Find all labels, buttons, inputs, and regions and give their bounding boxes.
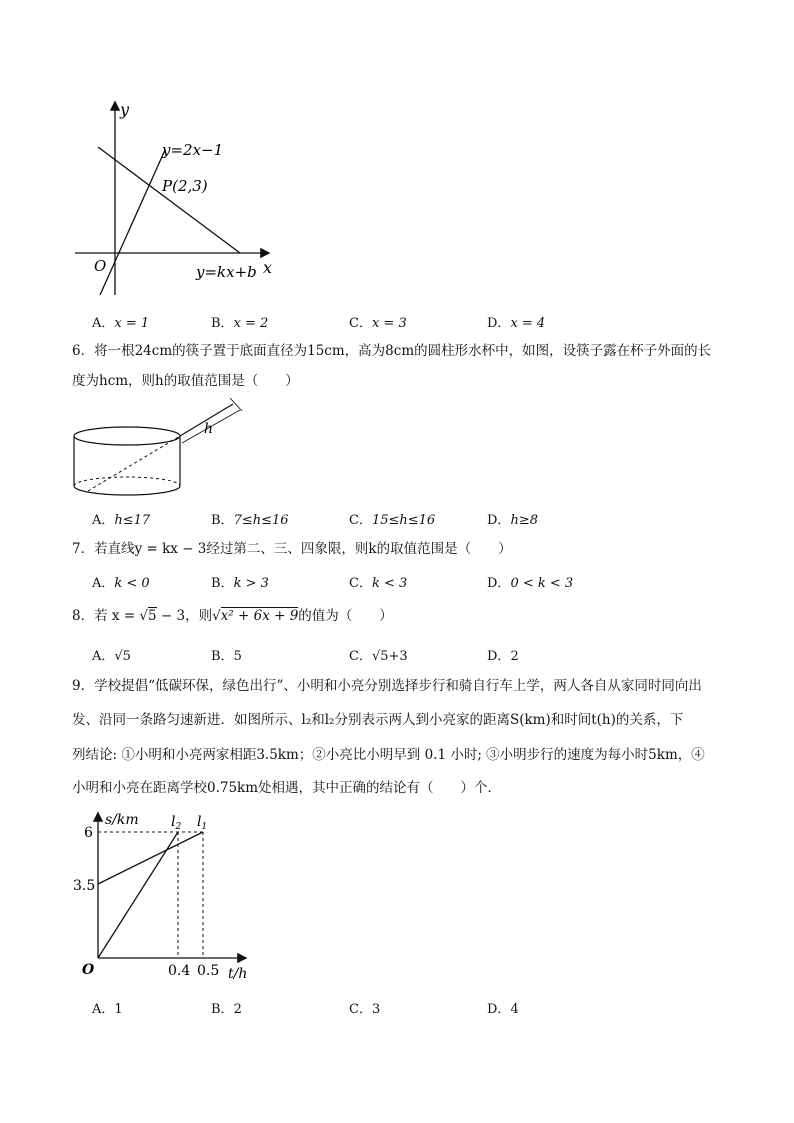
q9-stem-line4: 小明和小亮在距离学校0.75km处相遇，其中正确的结论有（ ）个．: [72, 780, 502, 796]
q6-stem-line2: 度为hcm，则h的取值范围是（ ）: [72, 373, 299, 389]
s-axis-label: s/km: [105, 812, 139, 828]
line2-label: y=kx+b: [196, 263, 257, 281]
t-axis-label: t/h: [228, 966, 248, 982]
q7-option-a[interactable]: A．k < 0: [92, 576, 150, 591]
q6-option-c[interactable]: C．15≤h≤16: [349, 513, 436, 528]
q9-stem-line3: 列结论: ①小明和小亮两家相距3.5km；②小亮比小明早到 0.1 小时; ③小明步行的速度为每小时5km，④: [72, 747, 705, 763]
q9-option-c[interactable]: C．3: [349, 1002, 381, 1017]
q9-stem-line2: 发、沿同一条路匀速新进．如图所示、l₂和l₂分别表示两人到小亮家的距离S(km)和时间t(h)的关系，下: [72, 712, 684, 728]
y-axis-label: y: [120, 100, 130, 119]
point-label: P(2,3): [162, 177, 208, 195]
q6-option-b[interactable]: B．7≤h≤16: [211, 513, 289, 528]
q8-option-d[interactable]: D．2: [487, 649, 519, 664]
line-kx-b: [98, 147, 240, 253]
q9-option-a[interactable]: A．1: [92, 1002, 123, 1017]
q8-option-c[interactable]: C．√5+3: [349, 649, 408, 664]
q9-distance-time-graph: [70, 806, 260, 986]
x-axis-label: x: [263, 258, 273, 277]
cylinder-top: [74, 427, 180, 445]
q5-option-d[interactable]: D．x = 4: [487, 316, 546, 331]
tick-3-5: 3.5: [73, 878, 96, 894]
line-2x-1: [100, 150, 165, 295]
q6-stem-line1: 6．将一根24cm的筷子置于底面直径为15cm，高为8cm的圆柱形水杯中，如图，设筷子露在杯子外面的长: [72, 343, 712, 359]
tick-0-4: 0.4: [168, 963, 191, 979]
q6-cylinder-figure: [70, 398, 250, 503]
q9-option-b[interactable]: B．2: [211, 1002, 242, 1017]
q6-option-d[interactable]: D．h≥8: [487, 513, 538, 528]
q7-option-c[interactable]: C．k < 3: [349, 576, 408, 591]
line1-label: y=2x−1: [162, 141, 224, 159]
q5-graph: [70, 95, 290, 305]
q6-option-a[interactable]: A．h≤17: [92, 513, 151, 528]
q7-option-b[interactable]: B．k > 3: [211, 576, 269, 591]
q5-option-a[interactable]: A．x = 1: [92, 316, 150, 331]
tick-6: 6: [84, 825, 93, 841]
h-label: h: [204, 421, 214, 437]
q7-stem: 7．若直线y = kx − 3经过第二、三、四象限，则k的取值范围是（ ）: [72, 541, 512, 557]
q9-option-d[interactable]: D．4: [487, 1002, 519, 1017]
q8-stem: 8．若 x = √5 − 3，则√x² + 6x + 9的值为（ ）: [72, 608, 393, 624]
q7-option-d[interactable]: D．0 < k < 3: [487, 576, 574, 591]
q5-option-c[interactable]: C．x = 3: [349, 316, 407, 331]
sqrt-sign: √: [139, 608, 148, 624]
q9-stem-line1: 9．学校提倡“低碳环保，绿色出行”、小明和小亮分别选择步行和骑自行车上学，两人各自从家同时同向出: [72, 678, 702, 694]
q8-option-a[interactable]: A．√5: [92, 649, 131, 664]
sqrt-sign: √: [212, 608, 221, 624]
label-l2: $l_2$: [171, 814, 182, 832]
origin-label: O: [94, 257, 107, 275]
tick-0-5: 0.5: [197, 963, 220, 979]
q5-option-b[interactable]: B．x = 2: [211, 316, 269, 331]
q8-option-b[interactable]: B．5: [211, 649, 242, 664]
origin-label: O: [82, 962, 95, 978]
label-l1: $l_1$: [197, 814, 208, 832]
